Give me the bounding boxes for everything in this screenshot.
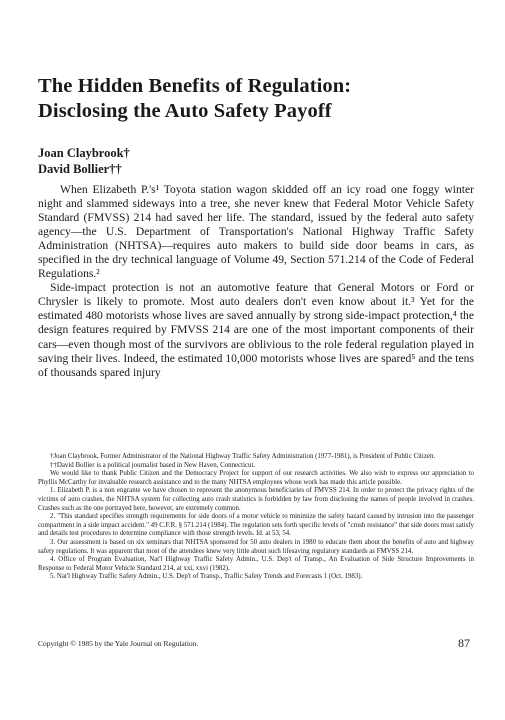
footnote: †Joan Claybrook, Former Administrator of the National Highway Traffic Safety Administration (1977-1981), is President of Public Citizen. <box>50 453 436 460</box>
footnote: 5. Nat'l Highway Traffic Safety Admin., U.S. Dep't of Transp., Traffic Safety Trends and Forecasts 1 (Oct. 1983). <box>50 573 363 581</box>
article-title <box>38 74 478 124</box>
body-paragraph: Side-impact protection is not an automotive feature that General Motors or Ford or Chrysler is likely to promote. Most auto dealers don't even know about it.³ Yet for the estimated 480 motorists whose lives are saved annually by strong side-impact protection,⁴ the design features required by FMVSS 214 are one of the most important components of their cars—even though most of the survivors are oblivious to the role federal regulation played in saving their lives. Indeed, the estimated 10,000 motorists whose lives are spared⁵ and the tens of thousands spared injury <box>38 281 474 379</box>
footnote: 4. Office of Program Evaluation, Nat'l Highway Traffic Safety Admin., U.S. Dep't of Transp., An Evaluation of Side Structure Improvements in Response to Federal Motor Vehicle Standard 214, at xxi, xxvi (1982). <box>38 556 474 572</box>
footnote: 1. Elizabeth P. is a non engrante we have chosen to represent the anonymous beneficiaries of FMVSS 214. In order to protect the privacy rights of the victims of auto crashes, the NHTSA system for collecting auto crash statistics is forbidden by law from disclosing the names of people involved in crashes. Crashes such as the one portrayed here, however, are extremely common. <box>38 487 474 512</box>
footnotes <box>38 453 474 582</box>
title-line-1: The Hidden Benefits of Regulation: <box>38 75 352 97</box>
author-name: Joan Claybrook† <box>38 146 130 160</box>
footnote: ††David Bollier is a political journalist based in New Haven, Connecticut. <box>50 461 256 469</box>
author-name: David Bollier†† <box>38 162 122 176</box>
footnote: We would like to thank Public Citizen and the Democracy Project for support of our research activities. We also wish to express our appreciation to Phyllis McCarthy for invaluable research assistance and to the many NHTSA employees whose work has made this article possible. <box>38 470 474 486</box>
footnote: 3. Our assessment is based on six seminars that NHTSA sponsored for 50 auto dealers in 1980 to educate them about the benefits of auto and highway safety regulations. It was apparent that most of the attendees knew very little about such lifesaving regulatory standards as FMVSS 214. <box>38 538 474 555</box>
article-body <box>38 183 474 380</box>
footnote: 2. "This standard specifies strength requirements for side doors of a motor vehicle to minimize the safety hazard caused by intrusion into the passenger compartment in a side impact accident." 49 C.F.R. § 571.214 (1984). The regulation sets forth specific levels of "crush resistance" that side doors must satisfy and details test procedures to determine compliance with those strength levels. Id. at 53, 54. <box>38 513 474 538</box>
body-paragraph: When Elizabeth P.'s¹ Toyota station wagon skidded off an icy road one foggy winter night and slammed sideways into a tree, she never knew that Federal Motor Vehicle Safety Standard (FMVSS) 214 had saved her life. The standard, issued by the federal auto safety agency—the U.S. Department of Transportation's National Highway Traffic Safety Administration (NHTSA)—requires auto makers to build side door beams in cars, as specified in the dry technical language of Volume 49, Section 571.214 of the Code of Federal Regulations.² <box>38 183 474 281</box>
page-footer <box>38 636 474 652</box>
page-number: 87 <box>458 636 470 650</box>
author-block <box>38 145 130 177</box>
title-line-2: Disclosing the Auto Safety Payoff <box>38 100 332 122</box>
copyright-notice: Copyright © 1985 by the Yale Journal on Regulation. <box>38 639 199 648</box>
